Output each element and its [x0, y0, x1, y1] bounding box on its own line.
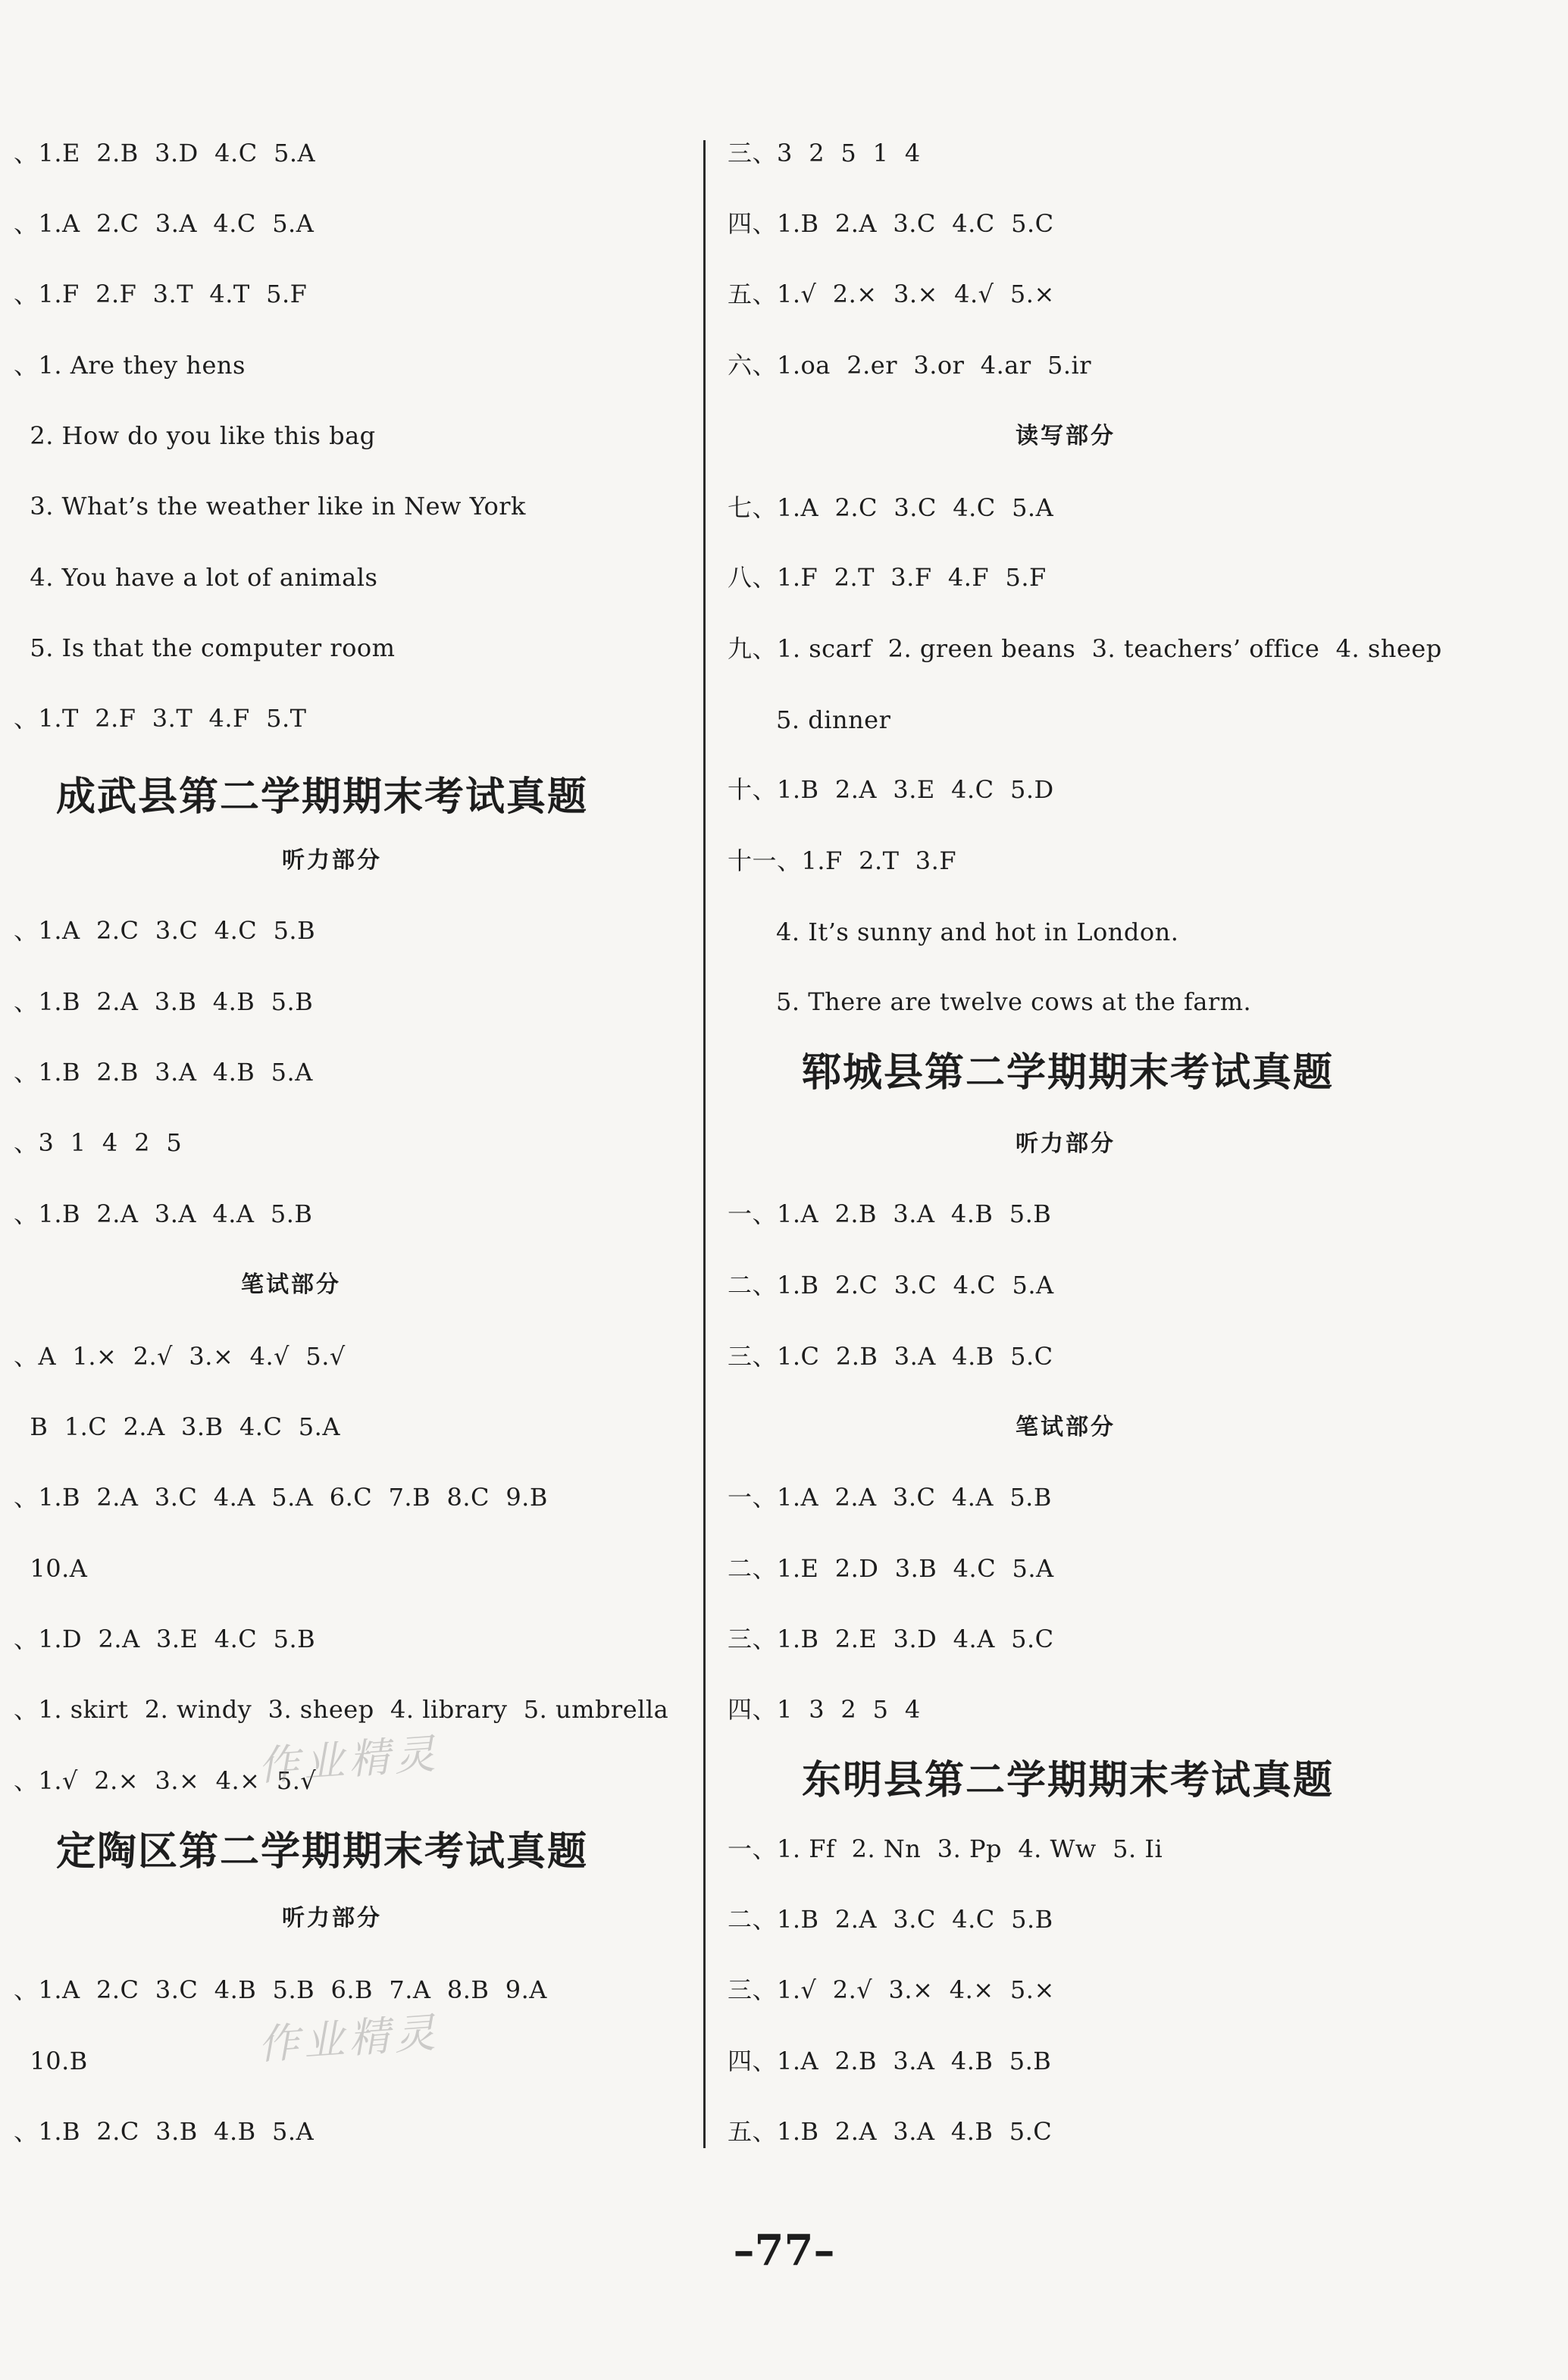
answer-line: 、1.E 2.B 3.D 4.C 5.A	[14, 139, 316, 167]
section-subheading: 笔试部分	[241, 1271, 341, 1298]
answer-line: 10.A	[14, 1554, 88, 1583]
answer-line: 、A 1.× 2.√ 3.× 4.√ 5.√	[14, 1342, 346, 1371]
section-subheading: 听力部分	[282, 847, 382, 874]
answer-line: 七、1.A 2.C 3.C 4.C 5.A	[728, 493, 1054, 522]
section-title: 东明县第二学期期末考试真题	[802, 1758, 1335, 1803]
answer-line: 4. It’s sunny and hot in London.	[728, 918, 1179, 946]
answer-line: 三、1.C 2.B 3.A 4.B 5.C	[728, 1342, 1053, 1371]
section-subheading: 听力部分	[282, 1905, 382, 1931]
answer-line: 、3 1 4 2 5	[14, 1128, 183, 1157]
answer-line: 二、1.B 2.A 3.C 4.C 5.B	[728, 1905, 1053, 1934]
answer-line: 、1.F 2.F 3.T 4.T 5.F	[14, 280, 308, 308]
answer-line: 一、1.A 2.B 3.A 4.B 5.B	[728, 1199, 1052, 1228]
answer-line: 二、1.E 2.D 3.B 4.C 5.A	[728, 1554, 1054, 1583]
answer-line: 十、1.B 2.A 3.E 4.C 5.D	[728, 775, 1054, 804]
answer-line: 五、1.B 2.A 3.A 4.B 5.C	[728, 2117, 1053, 2146]
answer-line: 、1.B 2.A 3.A 4.A 5.B	[14, 1199, 313, 1228]
answer-line: 、1.D 2.A 3.E 4.C 5.B	[14, 1625, 316, 1653]
answer-line: 九、1. scarf 2. green beans 3. teachers’ office 4. sheep	[728, 634, 1442, 663]
answer-line: 十一、1.F 2.T 3.F	[728, 846, 957, 875]
answer-line: 、1.√ 2.× 3.× 4.× 5.√	[14, 1766, 317, 1795]
section-title: 成武县第二学期期末考试真题	[56, 774, 589, 820]
answer-line: 三、1.B 2.E 3.D 4.A 5.C	[728, 1625, 1054, 1653]
answer-line: 5. There are twelve cows at the farm.	[728, 987, 1252, 1016]
answer-line: 四、1.A 2.B 3.A 4.B 5.B	[728, 2047, 1052, 2075]
answer-line: 、1. Are they hens	[14, 351, 246, 380]
answer-line: 3. What’s the weather like in New York	[14, 492, 526, 521]
answer-line: 、1.B 2.B 3.A 4.B 5.A	[14, 1058, 313, 1087]
answer-line: 、1. skirt 2. windy 3. sheep 4. library 5. umbrella	[14, 1695, 669, 1724]
answer-line: 、1.A 2.C 3.C 4.B 5.B 6.B 7.A 8.B 9.A	[14, 1975, 547, 2004]
answer-line: 三、3 2 5 1 4	[728, 139, 921, 167]
answer-line: 三、1.√ 2.√ 3.× 4.× 5.×	[728, 1975, 1055, 2004]
answer-line: 四、1.B 2.A 3.C 4.C 5.C	[728, 209, 1054, 238]
section-title: 定陶区第二学期期末考试真题	[56, 1829, 589, 1875]
answer-line: 5. Is that the computer room	[14, 633, 396, 662]
answer-line: 、1.B 2.A 3.B 4.B 5.B	[14, 987, 314, 1016]
answer-line: 4. You have a lot of animals	[14, 563, 378, 592]
answer-line: 、1.T 2.F 3.T 4.F 5.T	[14, 704, 307, 733]
answer-line: 六、1.oa 2.er 3.or 4.ar 5.ir	[728, 351, 1092, 380]
answer-line: 四、1 3 2 5 4	[728, 1695, 921, 1724]
answer-line: 10.B	[14, 2047, 88, 2075]
answer-line: 五、1.√ 2.× 3.× 4.√ 5.×	[728, 280, 1055, 308]
section-subheading: 读写部分	[1016, 423, 1116, 449]
section-subheading: 听力部分	[1016, 1131, 1116, 1157]
answer-line: 、1.B 2.A 3.C 4.A 5.A 6.C 7.B 8.C 9.B	[14, 1483, 548, 1512]
watermark-logo: 作业精灵	[256, 2008, 442, 2069]
answer-line: 2. How do you like this bag	[14, 421, 376, 450]
section-title: 郓城县第二学期期末考试真题	[802, 1050, 1335, 1096]
column-divider	[703, 140, 706, 2148]
section-subheading: 笔试部分	[1016, 1414, 1116, 1440]
answer-line: B 1.C 2.A 3.B 4.C 5.A	[14, 1412, 340, 1441]
answer-line: 二、1.B 2.C 3.C 4.C 5.A	[728, 1271, 1054, 1299]
answer-line: 一、1. Ff 2. Nn 3. Pp 4. Ww 5. Ii	[728, 1834, 1163, 1863]
answer-line: 、1.A 2.C 3.A 4.C 5.A	[14, 209, 315, 238]
page-number: –77–	[733, 2225, 835, 2275]
answer-line: 八、1.F 2.T 3.F 4.F 5.F	[728, 563, 1047, 592]
answer-line: 一、1.A 2.A 3.C 4.A 5.B	[728, 1483, 1052, 1512]
watermark-logo: 作业精灵	[256, 1729, 442, 1790]
answer-line: 5. dinner	[728, 705, 891, 734]
answer-line: 、1.A 2.C 3.C 4.C 5.B	[14, 916, 316, 945]
answer-line: 、1.B 2.C 3.B 4.B 5.A	[14, 2117, 315, 2146]
